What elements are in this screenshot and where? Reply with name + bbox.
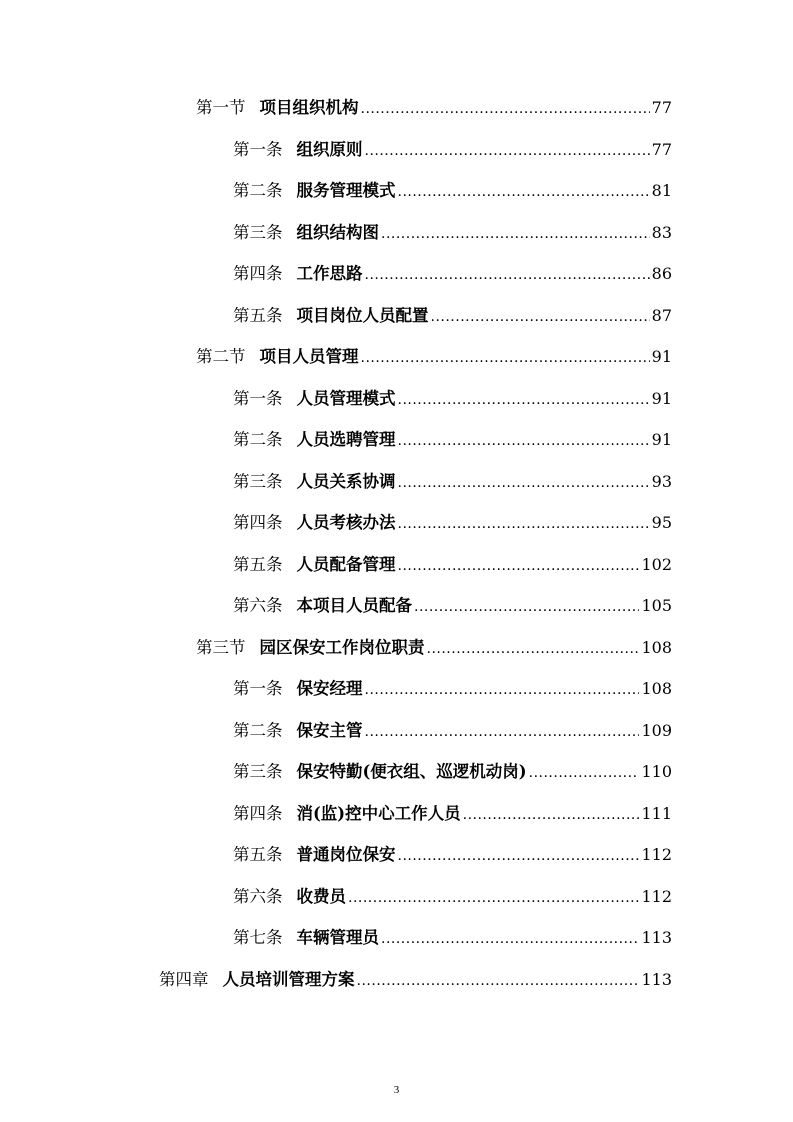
toc-entry-title: 本项目人员配备 [296, 596, 412, 615]
toc-entry-page: 105 [641, 596, 672, 615]
toc-entry-page: 77 [651, 98, 672, 117]
toc-entry-page: 91 [651, 388, 672, 408]
toc-entry[interactable] [233, 721, 672, 742]
toc-entry-number: 第六条 [233, 886, 283, 906]
dot-leader [381, 929, 639, 949]
toc-entry-page: 108 [641, 679, 672, 698]
toc-entry[interactable] [233, 181, 672, 202]
toc-entry-number: 第五条 [233, 305, 283, 325]
toc-entry-page: 111 [641, 803, 672, 823]
toc-entry-title: 工作思路 [296, 264, 363, 283]
toc-entry-title: 消(监)控中心工作人员 [296, 803, 461, 823]
toc-entry[interactable] [233, 389, 672, 410]
toc-entry-number: 第五条 [233, 845, 283, 864]
toc-entry-title: 项目组织机构 [259, 98, 359, 117]
toc-entry-number: 第三条 [233, 222, 283, 242]
toc-entry-number: 第四条 [233, 513, 283, 532]
toc-entry-title: 项目人员管理 [259, 347, 359, 366]
toc-entry-title: 普通岗位保安 [296, 845, 396, 864]
toc-entry-title: 组织原则 [296, 139, 363, 159]
toc-entry-number: 第三节 [196, 637, 246, 657]
toc-entry-number: 第四条 [233, 803, 283, 823]
toc-entry[interactable] [233, 928, 672, 949]
toc-entry-page: 102 [641, 554, 672, 574]
toc-entry[interactable] [233, 306, 672, 327]
toc-entry[interactable] [233, 472, 672, 493]
toc-entry-page: 83 [651, 222, 672, 242]
dot-leader [398, 390, 650, 410]
toc-entry[interactable] [233, 887, 672, 908]
dot-leader [427, 639, 640, 659]
toc-entry-title: 项目岗位人员配置 [296, 305, 429, 325]
toc-entry[interactable] [233, 264, 672, 285]
toc-entry-page: 77 [651, 139, 672, 159]
toc-entry[interactable] [233, 223, 672, 244]
toc-entry-page: 81 [651, 181, 672, 200]
toc-entry-page: 109 [641, 720, 672, 740]
dot-leader [463, 805, 640, 825]
dot-leader [529, 763, 640, 783]
dot-leader [398, 846, 640, 866]
toc-entry-number: 第二条 [233, 181, 283, 200]
dot-leader [398, 182, 650, 202]
toc-entry-number: 第一条 [233, 139, 283, 159]
toc-entry[interactable] [159, 970, 672, 991]
toc-entry-number: 第一条 [233, 388, 283, 408]
toc-entry[interactable] [233, 596, 672, 617]
toc-entry[interactable] [233, 762, 672, 783]
toc-entry-number: 第一条 [233, 679, 283, 698]
toc-entry[interactable] [233, 555, 672, 576]
dot-leader [348, 888, 639, 908]
toc-entry-page: 112 [641, 886, 672, 906]
toc-entry-title: 人员选聘管理 [296, 430, 396, 449]
dot-leader [414, 597, 639, 617]
dot-leader [398, 431, 650, 451]
toc-entry-title: 保安经理 [296, 679, 363, 698]
toc-entry-title: 车辆管理员 [296, 928, 379, 947]
toc-entry-page: 110 [641, 762, 672, 781]
toc-entry-number: 第二节 [196, 347, 246, 366]
toc-entry[interactable] [233, 804, 672, 825]
toc-entry-number: 第一节 [196, 98, 246, 117]
toc-entry-page: 93 [651, 471, 672, 491]
toc-entry-title: 人员培训管理方案 [222, 969, 355, 989]
toc-entry-number: 第六条 [233, 596, 283, 615]
toc-entry-page: 91 [651, 430, 672, 449]
toc-entry-page: 87 [651, 305, 672, 325]
page-number: 3 [393, 1084, 400, 1096]
toc-entry-title: 园区保安工作岗位职责 [259, 637, 425, 657]
toc-entry[interactable] [233, 430, 672, 451]
toc-entry-page: 91 [651, 347, 672, 366]
toc-entry-number: 第四条 [233, 264, 283, 283]
toc-entry-number: 第二条 [233, 430, 283, 449]
toc-entry-number: 第七条 [233, 928, 283, 947]
toc-entry-title: 保安特勤(便衣组、巡逻机动岗) [296, 762, 527, 781]
toc-entry[interactable] [233, 679, 672, 700]
dot-leader [361, 348, 650, 368]
toc-entry[interactable] [196, 347, 672, 368]
toc-entry-page: 112 [641, 845, 672, 864]
toc-entry-page: 113 [641, 969, 672, 989]
dot-leader [381, 224, 650, 244]
toc-entry-number: 第三条 [233, 471, 283, 491]
dot-leader [398, 473, 650, 493]
toc-entry-number: 第五条 [233, 554, 283, 574]
toc-entry-page: 95 [651, 513, 672, 532]
toc-entry-title: 收费员 [296, 886, 346, 906]
dot-leader [365, 265, 650, 285]
toc-entry-title: 保安主管 [296, 720, 363, 740]
toc-entry-number: 第二条 [233, 720, 283, 740]
toc-entry-page: 113 [641, 928, 672, 947]
dot-leader [361, 99, 650, 119]
dot-leader [431, 307, 650, 327]
dot-leader [365, 680, 640, 700]
toc-entry-number: 第四章 [159, 969, 209, 989]
toc-entry-title: 人员管理模式 [296, 388, 396, 408]
toc-entry-title: 人员配备管理 [296, 554, 396, 574]
toc-entry[interactable] [233, 845, 672, 866]
dot-leader [357, 971, 640, 991]
toc-entry-page: 86 [651, 264, 672, 283]
toc-entry-page: 108 [641, 637, 672, 657]
dot-leader [365, 722, 640, 742]
toc-entry-title: 人员关系协调 [296, 471, 396, 491]
toc-entry[interactable] [233, 513, 672, 534]
toc-entry[interactable] [196, 98, 672, 119]
dot-leader [398, 514, 650, 534]
toc-entry-title: 组织结构图 [296, 222, 379, 242]
toc-entry-title: 服务管理模式 [296, 181, 396, 200]
toc-entry[interactable] [196, 638, 672, 659]
toc-entry-title: 人员考核办法 [296, 513, 396, 532]
toc-entry[interactable] [233, 140, 672, 161]
dot-leader [398, 556, 640, 576]
dot-leader [365, 141, 650, 161]
toc-entry-number: 第三条 [233, 762, 283, 781]
